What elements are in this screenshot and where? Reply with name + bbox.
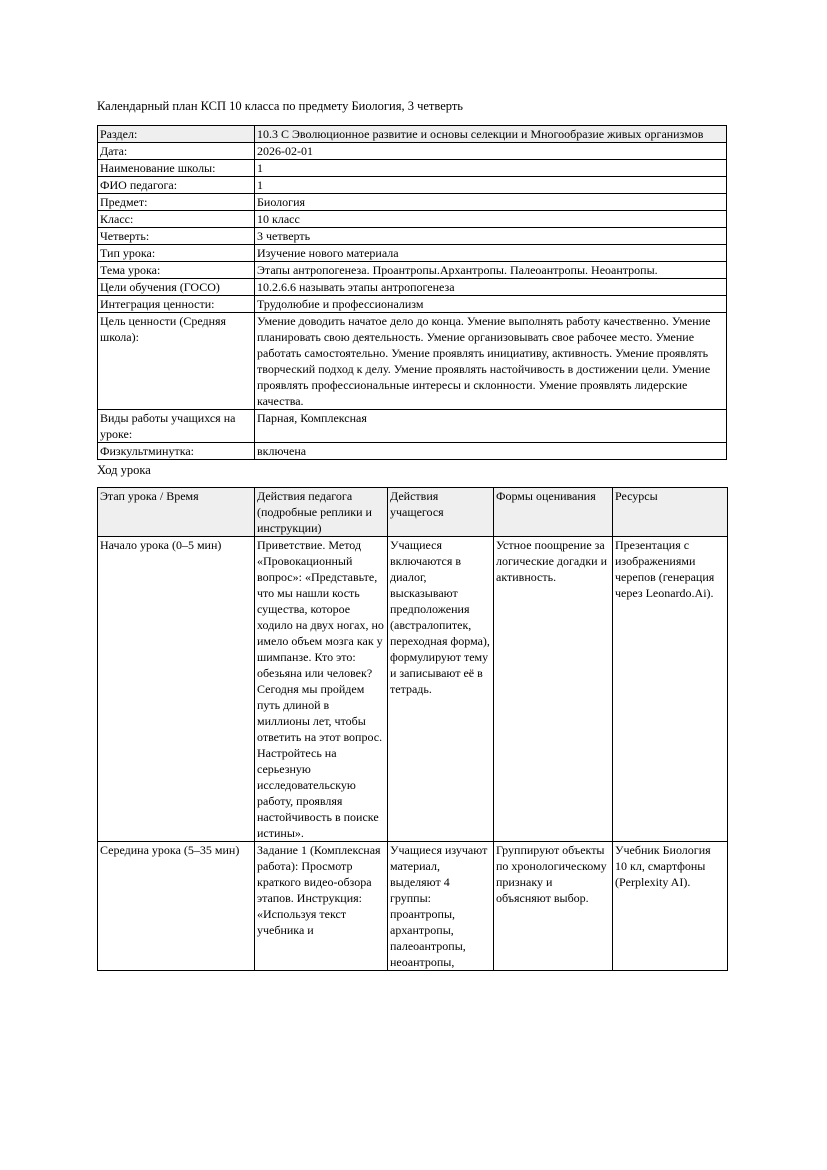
info-label: Виды работы учащихся на уроке: (98, 410, 255, 443)
info-label: Четверть: (98, 228, 255, 245)
table-row (98, 228, 727, 245)
info-value: включена (255, 443, 727, 460)
info-label: Предмет: (98, 194, 255, 211)
table-row (98, 262, 727, 279)
table-row (98, 211, 727, 228)
info-label: ФИО педагога: (98, 177, 255, 194)
info-label: Цель ценности (Средняя школа): (98, 313, 255, 410)
column-header-stage: Этап урока / Время (98, 488, 255, 537)
table-row (98, 245, 727, 262)
info-value: Биология (255, 194, 727, 211)
column-header-teacher-actions: Действия педагога (подробные реплики и инструкции) (255, 488, 388, 537)
info-value: 3 четверть (255, 228, 727, 245)
column-header-resources: Ресурсы (613, 488, 728, 537)
info-value: 1 (255, 160, 727, 177)
info-value: 10.3 С Эволюционное развитие и основы селекции и Многообразие живых организмов (255, 126, 727, 143)
info-value: Парная, Комплексная (255, 410, 727, 443)
table-row-truncated (98, 842, 728, 971)
table-row (98, 143, 727, 160)
lesson-table (97, 487, 728, 971)
lesson-table-header-row (98, 488, 728, 537)
table-row (98, 126, 727, 143)
resources-cell: Учебник Биология 10 кл, смартфоны (Perplexity AI). (613, 842, 728, 971)
table-row (98, 410, 727, 443)
page-title: Календарный план КСП 10 класса по предмету Биология, 3 четверть (97, 99, 464, 113)
stage-cell: Середина урока (5–35 мин) (98, 842, 255, 971)
info-table (97, 125, 727, 460)
column-header-student-actions: Действия учащегося (388, 488, 494, 537)
student-actions-cell: Учащиеся изучают материал, выделяют 4 группы: проантропы, архантропы, палеоантропы, неоантропы, (388, 842, 494, 971)
info-value: 1 (255, 177, 727, 194)
info-value: 10.2.6.6 называть этапы антропогенеза (255, 279, 727, 296)
section-heading: Ход урока (97, 463, 151, 477)
student-actions-cell: Учащиеся включаются в диалог, высказывают предположения (австралопитек, переходная форма), формулируют тему и записывают её в тетрадь. (388, 537, 494, 842)
teacher-actions-cell: Задание 1 (Комплексная работа): Просмотр краткого видео-обзора этапов. Инструкция: «Используя текст учебника и (255, 842, 388, 971)
assessment-cell: Группируют объекты по хронологическому признаку и объясняют выбор. (494, 842, 613, 971)
info-label: Тема урока: (98, 262, 255, 279)
table-row (98, 194, 727, 211)
table-row (98, 160, 727, 177)
resources-cell: Презентация с изображениями черепов (генерация через Leonardo.Ai). (613, 537, 728, 842)
info-value: Умение доводить начатое дело до конца. Умение выполнять работу качественно. Умение планировать свою деятельность. Умение организовывать свое рабочее место. Умение работать самостоятельно. Умение проявлять инициативу, активность. Умение проявлять творческий подход к делу. Умение проявлять настойчивость в достижении цели. Умение проявлять профессиональные интересы и склонности. Умение проявлять лидерские качества. (255, 313, 727, 410)
table-row (98, 537, 728, 842)
info-label: Дата: (98, 143, 255, 160)
info-value: Трудолюбие и профессионализм (255, 296, 727, 313)
table-row (98, 443, 727, 460)
table-row (98, 177, 727, 194)
info-label: Интеграция ценности: (98, 296, 255, 313)
info-value: Изучение нового материала (255, 245, 727, 262)
info-label: Цели обучения (ГОСО) (98, 279, 255, 296)
info-label: Класс: (98, 211, 255, 228)
table-row (98, 296, 727, 313)
page-content (97, 99, 727, 971)
assessment-cell: Устное поощрение за логические догадки и активность. (494, 537, 613, 842)
info-label: Тип урока: (98, 245, 255, 262)
info-label: Наименование школы: (98, 160, 255, 177)
table-row (98, 279, 727, 296)
info-label: Физкультминутка: (98, 443, 255, 460)
stage-cell: Начало урока (0–5 мин) (98, 537, 255, 842)
table-row (98, 313, 727, 410)
teacher-actions-cell: Приветствие. Метод «Провокационный вопрос»: «Представьте, что мы нашли кость существа, которое ходило на двух ногах, но имело объем мозга как у шимпанзе. Кто это: обезьяна или человек? Сегодня мы пройдем путь длиной в миллионы лет, чтобы ответить на этот вопрос. Настройтесь на серьезную исследовательскую работу, проявляя настойчивость в поиске истины». (255, 537, 388, 842)
info-value: 10 класс (255, 211, 727, 228)
column-header-assessment: Формы оценивания (494, 488, 613, 537)
info-label: Раздел: (98, 126, 255, 143)
info-value: Этапы антропогенеза. Проантропы.Архантропы. Палеоантропы. Неоантропы. (255, 262, 727, 279)
info-value: 2026-02-01 (255, 143, 727, 160)
